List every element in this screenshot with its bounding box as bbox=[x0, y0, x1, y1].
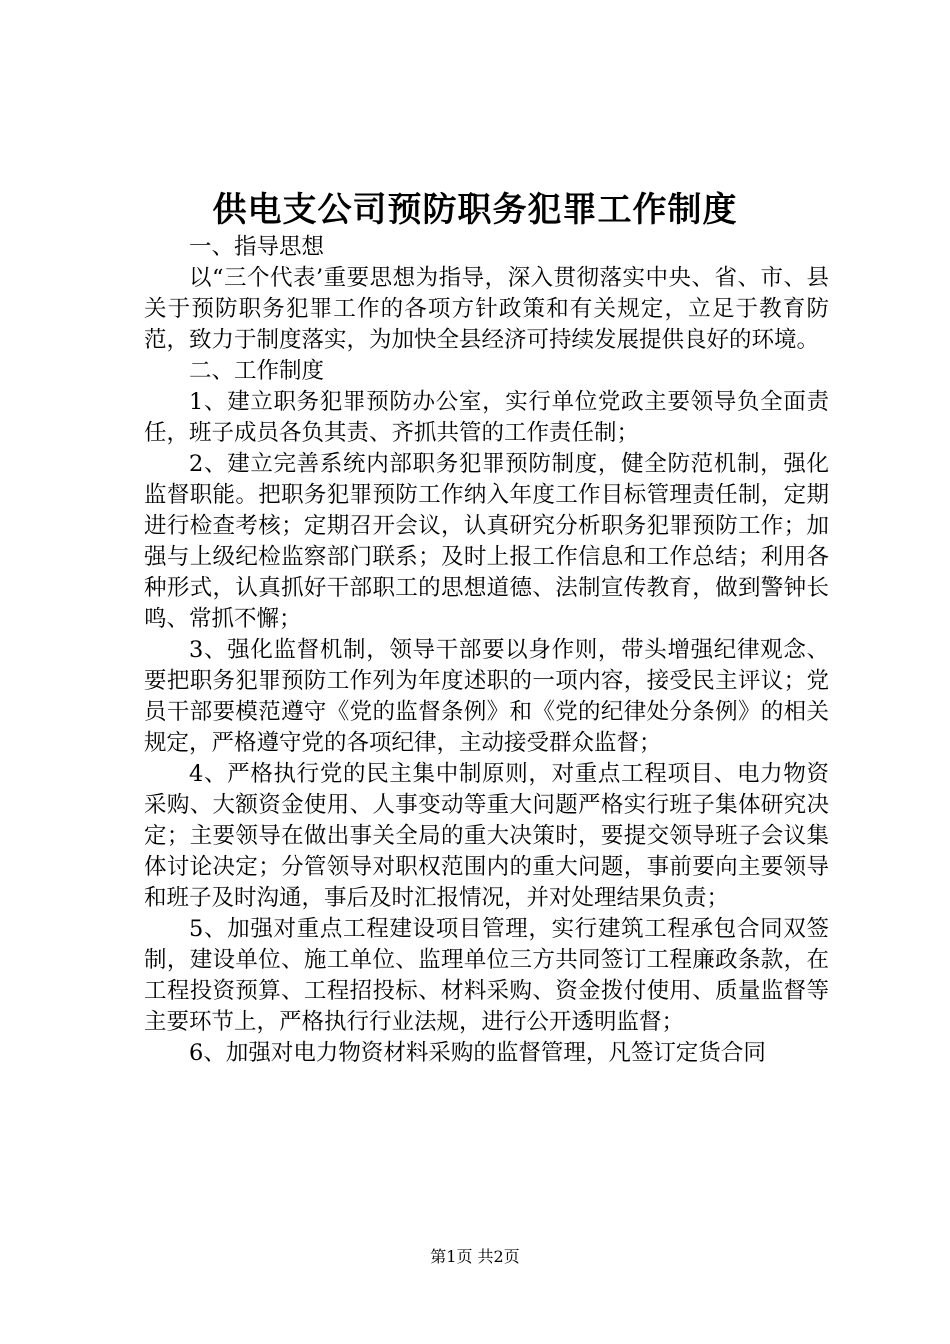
paragraph-item-5: 5、加强对重点工程建设项目管理，实行建筑工程承包合同双签制，建设单位、施工单位、监理单位三方共同签订工程廉政条款，在工程投资预算、工程招投标、材料采购、资金拨付使用、质量监督等主要环节上，严格执行行业法规，进行公开透明监督； bbox=[144, 916, 829, 1035]
paragraph-item-1: 1、建立职务犯罪预防办公室，实行单位党政主要领导负全面责任，班子成员各负其责、齐抓共管的工作责任制； bbox=[144, 389, 829, 446]
paragraph-item-2: 2、建立完善系统内部职务犯罪预防制度，健全防范机制，强化监督职能。把职务犯罪预防工作纳入年度工作目标管理责任制，定期进行检查考核；定期召开会议，认真研究分析职务犯罪预防工作；加强与上级纪检监察部门联系；及时上报工作信息和工作总结；利用各种形式，认真抓好干部职工的思想道德、法制宣传教育，做到警钟长鸣、常抓不懈； bbox=[144, 451, 829, 632]
paragraph-item-4: 4、严格执行党的民主集中制原则，对重点工程项目、电力物资采购、大额资金使用、人事变动等重大问题严格实行班子集体研究决定；主要领导在做出事关全局的重大决策时，要提交领导班子会议集体讨论决定；分管领导对职权范围内的重大问题，事前要向主要领导和班子及时沟通，事后及时汇报情况，并对处理结果负责； bbox=[144, 761, 829, 911]
section-heading-work-system: 二、工作制度 bbox=[189, 358, 325, 384]
page-footer: 第1页 共2页 bbox=[430, 1247, 520, 1266]
section-heading-guiding-ideology: 一、指导思想 bbox=[189, 234, 325, 260]
paragraph-guiding-ideology: 以“三个代表’重要思想为指导，深入贯彻落实中央、省、市、县关于预防职务犯罪工作的各项方针政策和有关规定，立足于教育防范，致力于制度落实，为加快全县经济可持续发展提供良好的环境。 bbox=[144, 265, 829, 353]
document-title: 供电支公司预防职务犯罪工作制度 bbox=[212, 190, 738, 230]
paragraph-item-3: 3、强化监督机制，领导干部要以身作则，带头增强纪律观念、要把职务犯罪预防工作列为年度述职的一项内容，接受民主评议；党员干部要模范遵守《党的监督条例》和《党的纪律处分条例》的相关规定，严格遵守党的各项纪律，主动接受群众监督； bbox=[144, 637, 829, 756]
document-body bbox=[144, 232, 829, 1069]
paragraph-item-6: 6、加强对电力物资材料采购的监督管理，凡签订定货合同 bbox=[189, 1040, 766, 1066]
